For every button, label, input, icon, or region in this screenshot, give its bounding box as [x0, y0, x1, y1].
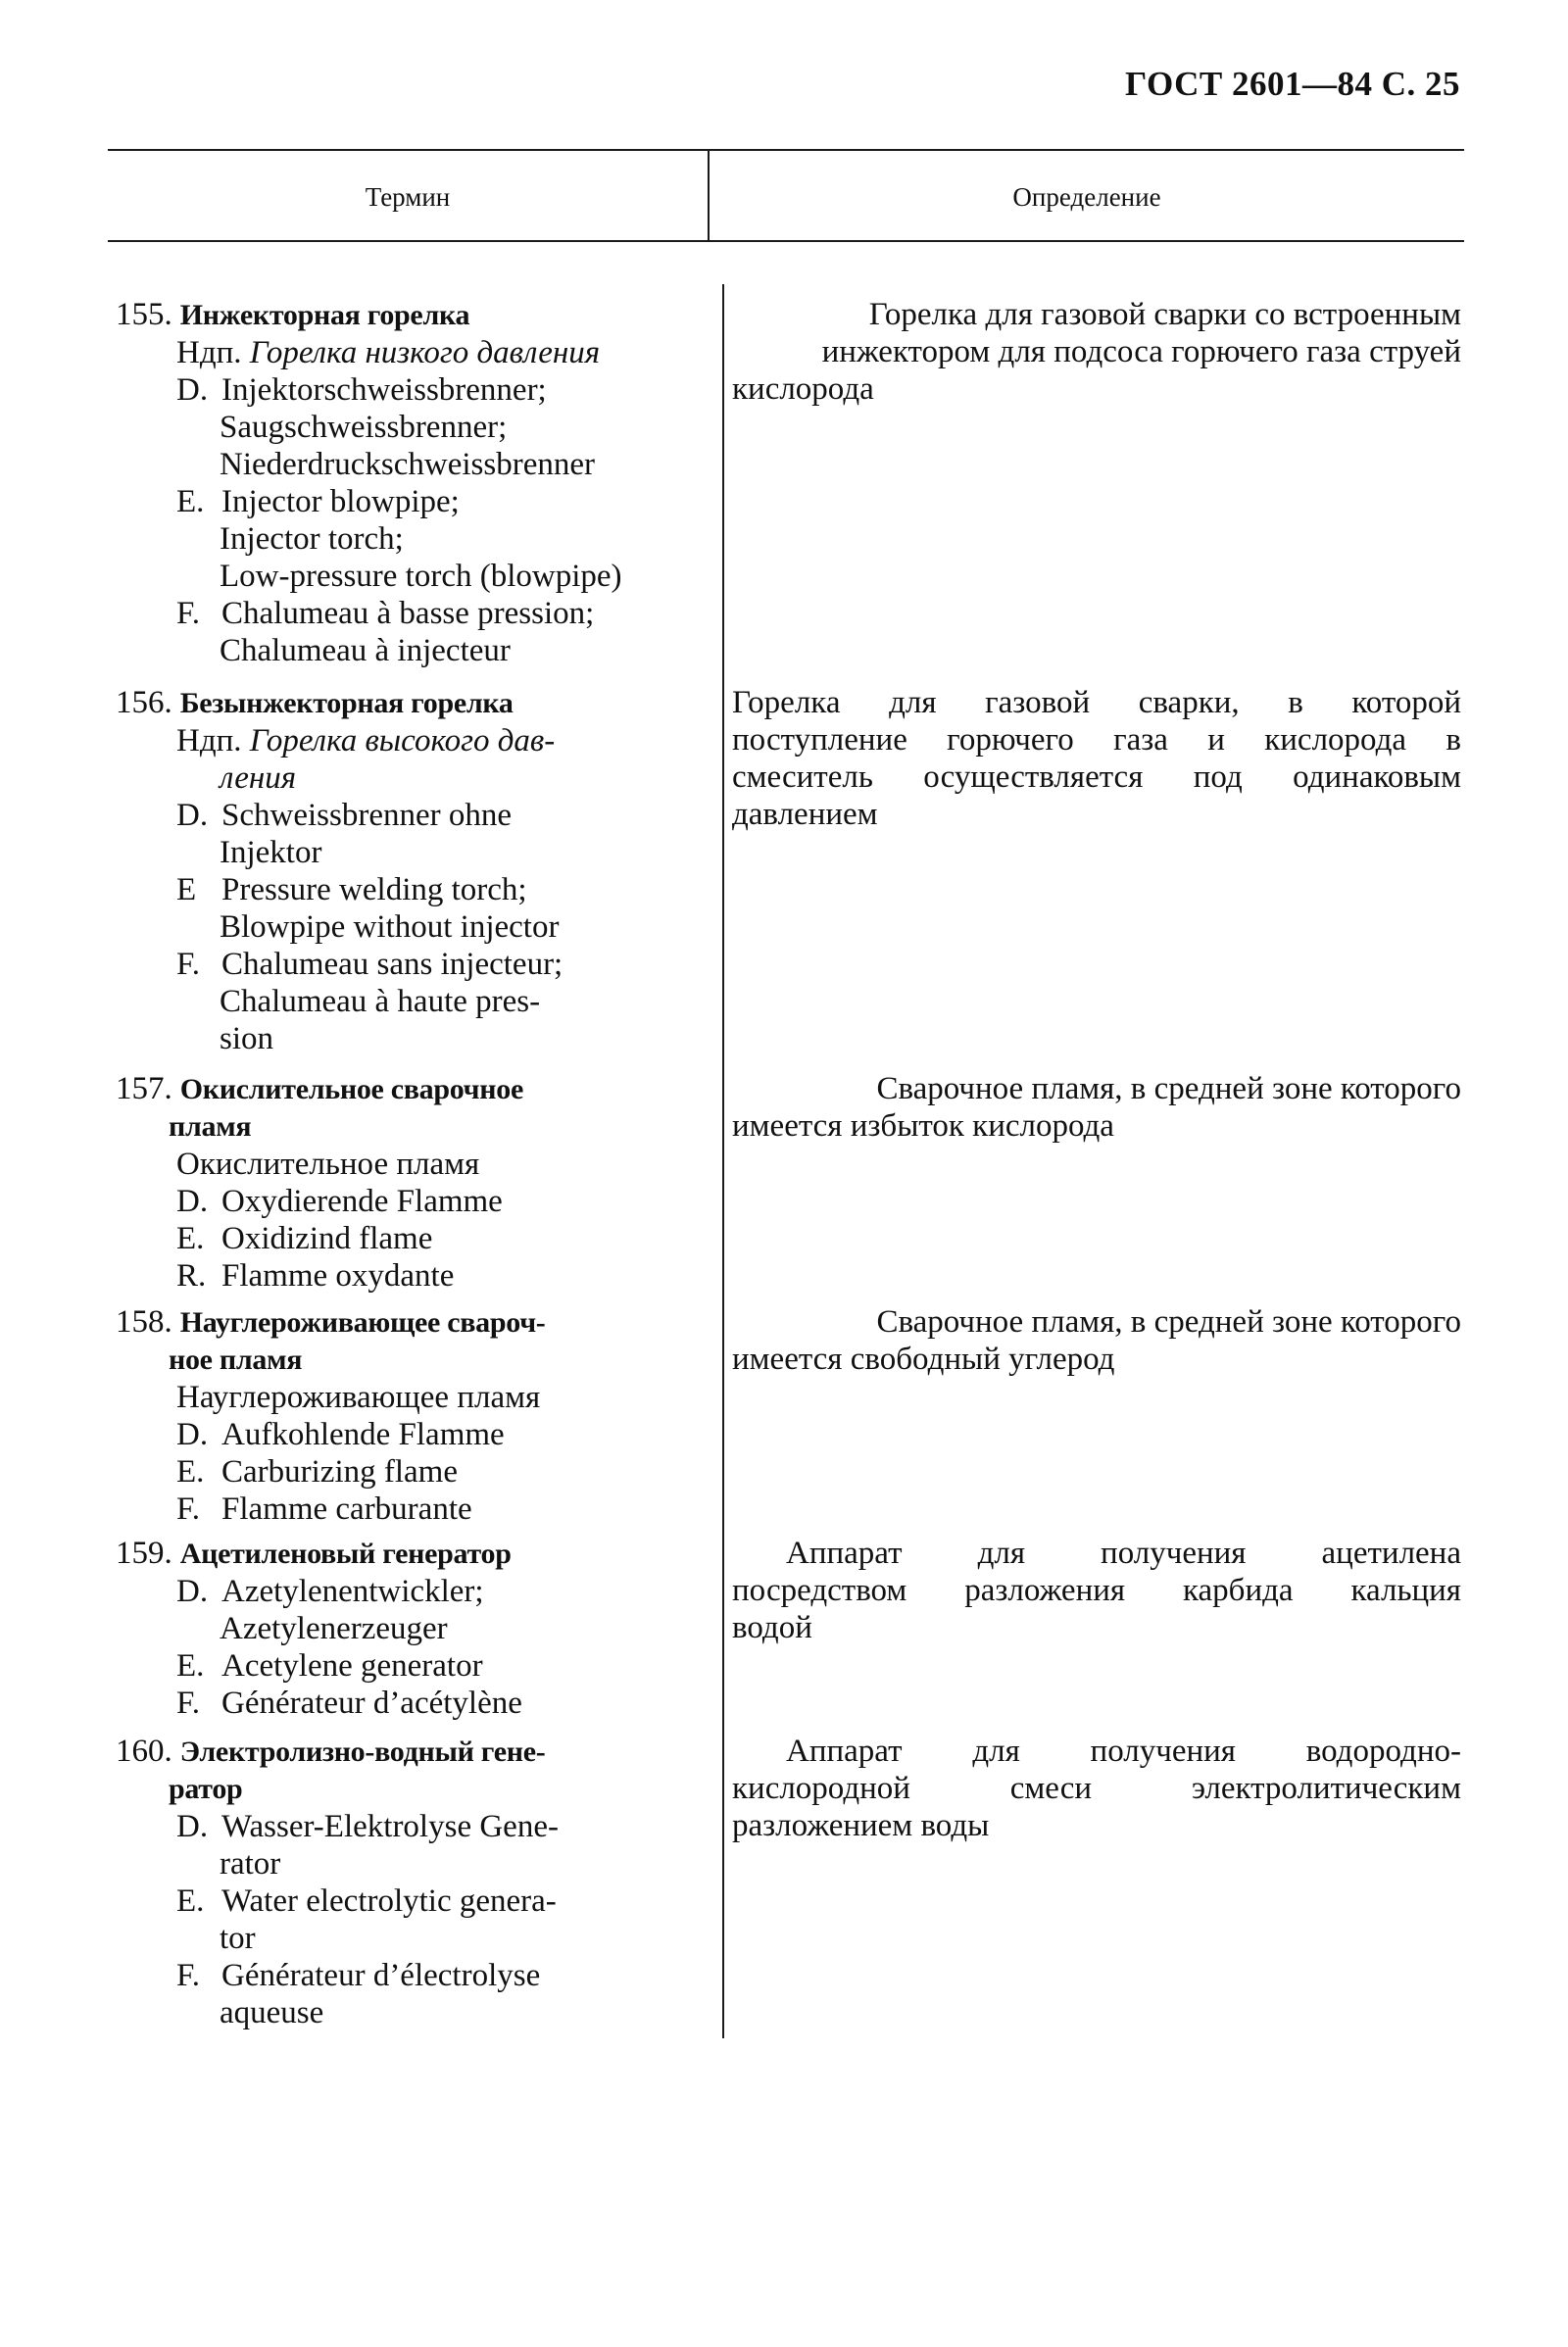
term-entry-157 — [116, 1070, 684, 1295]
lang-term: Injektorschweissbrenner; — [221, 372, 547, 408]
lang-term: rator — [220, 1846, 281, 1882]
lang-term: aqueuse — [220, 1995, 324, 2030]
lang-term: Oxydierende Flamme — [221, 1184, 503, 1219]
definition-line: смеситель осуществляется под одинаковым — [732, 759, 1461, 795]
lang-term: Chalumeau à haute pres- — [220, 984, 541, 1019]
lang-term: Pressure welding torch; — [221, 872, 527, 907]
lang-term: tor — [220, 1921, 256, 1956]
definition-line: Горелка для газовой сварки со встроенным — [868, 297, 1461, 332]
column-header-definition: Определение — [1012, 182, 1161, 212]
lang-code: F. — [176, 1686, 200, 1721]
lang-code: D. — [176, 1809, 209, 1844]
definition-158 — [732, 1303, 1461, 1378]
lang-term: Flamme carburante — [221, 1491, 472, 1527]
term-name: пламя — [169, 1110, 252, 1143]
lang-code: F. — [176, 596, 200, 631]
lang-term: sion — [220, 1021, 274, 1056]
entry-number: 160. — [116, 1734, 172, 1769]
definition-line: разложением воды — [732, 1808, 990, 1843]
entry-number: 157. — [116, 1071, 172, 1106]
term-name: ратор — [169, 1773, 243, 1805]
ndp-label: Ндп. — [176, 723, 242, 758]
lang-term: Low-pressure torch (blowpipe) — [220, 559, 622, 594]
term-entry-155 — [116, 296, 684, 669]
definition-line: Сварочное пламя, в средней зоне которого — [876, 1304, 1461, 1340]
lang-code: E. — [176, 1648, 205, 1684]
definition-line: Аппарат для получения водородно- — [786, 1734, 1461, 1769]
lang-term: Azetylenerzeuger — [220, 1611, 448, 1646]
lang-code: E — [176, 872, 197, 907]
lang-term: Chalumeau à injecteur — [220, 633, 511, 668]
ndp-term: Горелка высокого дав- — [249, 723, 556, 758]
definition-160 — [732, 1733, 1461, 1844]
table-header-rule — [108, 240, 1464, 242]
lang-code: D. — [176, 1417, 209, 1452]
lang-term: Water electrolytic genera- — [221, 1883, 557, 1919]
definition-line: давлением — [732, 797, 878, 832]
lang-term: Aufkohlende Flamme — [221, 1417, 505, 1452]
definition-159 — [732, 1535, 1461, 1646]
lang-term: Niederdruckschweissbrenner — [220, 447, 596, 482]
lang-term: Générateur d’acétylène — [221, 1686, 522, 1721]
term-entry-159 — [116, 1535, 684, 1722]
lang-code: D. — [176, 798, 209, 833]
lang-term: Schweissbrenner ohne — [221, 798, 513, 833]
lang-term: Injector blowpipe; — [221, 484, 460, 519]
lang-code: R. — [176, 1258, 207, 1294]
definition-line: поступление горючего газа и кислорода в — [732, 722, 1461, 758]
definition-line: кислородной смеси электролитическим — [732, 1771, 1461, 1806]
entry-number: 155. — [116, 297, 172, 332]
lang-code: F. — [176, 1958, 200, 1993]
term-name: Окислительное сварочное — [179, 1073, 523, 1105]
entry-number: 156. — [116, 685, 172, 720]
term-entry-160 — [116, 1733, 684, 2031]
ndp-label: Ндп. — [176, 335, 242, 370]
page-header: ГОСТ 2601—84 С. 25 — [1125, 65, 1460, 103]
lang-code: E. — [176, 1454, 205, 1490]
entry-number: 159. — [116, 1536, 172, 1571]
definition-line: Сварочное пламя, в средней зоне которого — [876, 1071, 1461, 1106]
term-entry-158 — [116, 1303, 684, 1528]
lang-code: E. — [176, 1883, 205, 1919]
lang-term: Chalumeau sans injecteur; — [221, 947, 564, 982]
lang-code: E. — [176, 484, 205, 519]
lang-code: D. — [176, 372, 209, 408]
lang-term: Blowpipe without injector — [220, 909, 560, 945]
definition-157 — [732, 1070, 1461, 1145]
definition-line: Аппарат для получения ацетилена — [786, 1536, 1461, 1571]
term-name: Инжекторная горелка — [179, 299, 470, 331]
lang-term: Chalumeau à basse pression; — [221, 596, 595, 631]
lang-term: Azetylenentwickler; — [221, 1574, 484, 1609]
lang-term: Flamme oxydante — [221, 1258, 455, 1294]
definition-line: имеется избыток кислорода — [732, 1108, 1114, 1144]
lang-term: Injektor — [220, 835, 322, 870]
lang-code: E. — [176, 1221, 205, 1256]
table-top-rule — [108, 149, 1464, 151]
column-divider-body — [722, 284, 724, 2038]
lang-code: D. — [176, 1574, 209, 1609]
term-name: Науглероживающее свароч- — [179, 1306, 546, 1339]
definition-156 — [732, 684, 1461, 833]
term-synonym: Окислительное пламя — [176, 1147, 480, 1182]
ndp-term: ления — [220, 760, 297, 796]
definition-line: посредством разложения карбида кальция — [732, 1573, 1461, 1608]
lang-term: Carburizing flame — [221, 1454, 458, 1490]
column-header-term: Термин — [365, 182, 451, 212]
definition-line: водой — [732, 1610, 812, 1645]
lang-code: F. — [176, 1491, 200, 1527]
lang-code: D. — [176, 1184, 209, 1219]
definition-line: инжектором для подсоса горючего газа струей — [821, 334, 1461, 369]
ndp-term: Горелка низкого давления — [249, 335, 601, 370]
definition-line: имеется свободный углерод — [732, 1342, 1115, 1377]
term-name: Электролизно-водный гене- — [179, 1736, 546, 1768]
lang-term: Générateur d’électrolyse — [221, 1958, 541, 1993]
lang-term: Saugschweissbrenner; — [220, 410, 508, 445]
term-name: Безынжекторная горелка — [179, 687, 514, 719]
lang-term: Wasser-Elektrolyse Gene- — [221, 1809, 559, 1844]
term-name: Ацетиленовый генератор — [179, 1538, 512, 1570]
definition-line: кислорода — [732, 371, 874, 407]
definition-line: Горелка для газовой сварки, в которой — [732, 685, 1461, 720]
term-synonym: Науглероживающее пламя — [176, 1380, 541, 1415]
term-name: ное пламя — [169, 1344, 303, 1376]
definition-155 — [732, 296, 1461, 408]
term-entry-156 — [116, 684, 684, 1057]
lang-code: F. — [176, 947, 200, 982]
lang-term: Acetylene generator — [221, 1648, 483, 1684]
lang-term: Injector torch; — [220, 521, 404, 557]
entry-number: 158. — [116, 1304, 172, 1340]
lang-term: Oxidizind flame — [221, 1221, 433, 1256]
